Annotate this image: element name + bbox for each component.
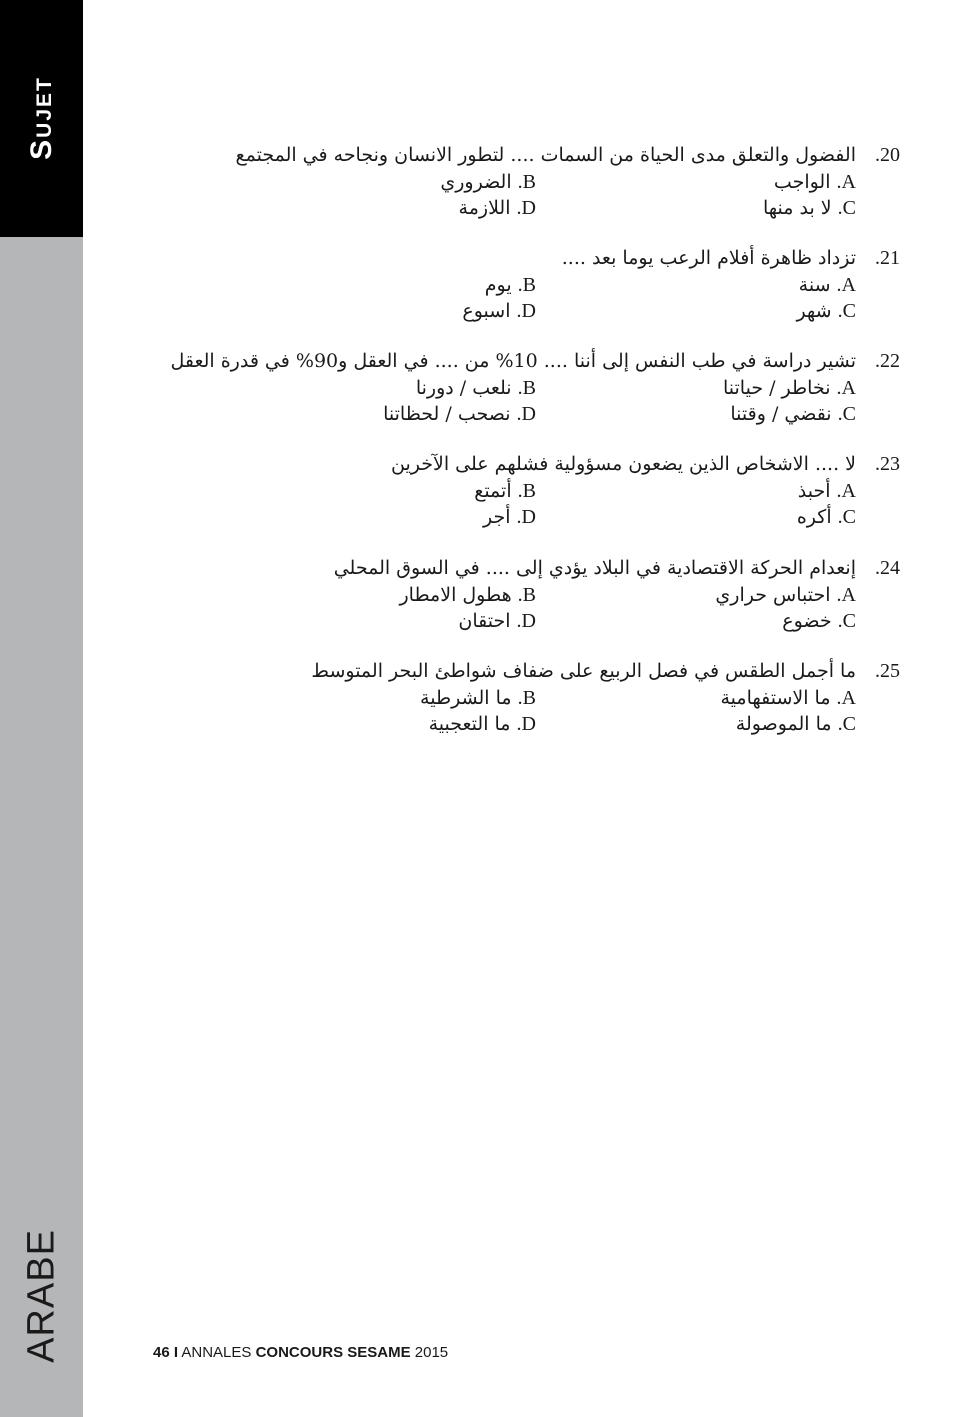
- option-c: C. خضوع: [782, 610, 856, 632]
- footer-annales: ANNALES: [181, 1344, 252, 1361]
- question-text: الفضول والتعلق مدى الحياة من السمات .... لتطور الانسان ونجاحه في المجتمع: [235, 144, 856, 166]
- question-number: .24: [875, 557, 900, 579]
- option-b: B. هطول الامطار: [399, 584, 536, 606]
- question-20: [0, 144, 974, 224]
- option-c: C. نقضي / وقتنا: [730, 403, 856, 425]
- question-number: .23: [875, 453, 900, 475]
- option-b: B. نلعب / دورنا: [415, 377, 536, 399]
- option-a: A. ما الاستفهامية: [720, 687, 856, 709]
- question-21: [0, 247, 974, 327]
- option-a: A. الواجب: [773, 171, 856, 193]
- option-d: D. اسبوع: [462, 300, 536, 322]
- question-text: ما أجمل الطقس في فصل الربيع على ضفاف شواطئ البحر المتوسط: [311, 660, 856, 682]
- question-22: [0, 350, 974, 430]
- section-label: Sujet: [25, 76, 58, 160]
- option-c: C. أكره: [796, 506, 856, 528]
- option-a: A. سنة: [798, 274, 856, 296]
- subject-label: ARABE: [20, 1229, 63, 1363]
- option-d: D. احتقان: [458, 610, 536, 632]
- question-text: تشير دراسة في طب النفس إلى أننا .... 10% من .... في العقل و90% في قدرة العقل: [170, 350, 856, 372]
- question-number: .25: [875, 660, 900, 682]
- question-25: [0, 660, 974, 740]
- option-b: B. الضروري: [440, 171, 536, 193]
- page-footer: [153, 1344, 448, 1361]
- question-number: .21: [875, 247, 900, 269]
- option-b: B. أتمتع: [474, 480, 536, 502]
- option-a: A. احتباس حراري: [715, 584, 856, 606]
- option-d: D. ما التعجبية: [428, 713, 536, 735]
- option-d: D. اللازمة: [458, 197, 536, 219]
- option-c: C. شهر: [796, 300, 856, 322]
- option-c: C. ما الموصولة: [735, 713, 856, 735]
- option-b: B. يوم: [484, 274, 536, 296]
- option-d: D. نصحب / لحظاتنا: [383, 403, 536, 425]
- footer-concours: CONCOURS SESAME: [255, 1344, 411, 1361]
- option-a: A. نخاطر / حياتنا: [722, 377, 856, 399]
- option-a: A. أحبذ: [797, 480, 856, 502]
- question-number: .22: [875, 350, 900, 372]
- question-24: [0, 557, 974, 637]
- footer-separator: I: [173, 1344, 179, 1361]
- page-number: 46: [153, 1344, 170, 1361]
- footer-year: 2015: [414, 1344, 449, 1361]
- question-text: تزداد ظاهرة أفلام الرعب يوما بعد ....: [561, 247, 856, 269]
- option-c: C. لا بد منها: [762, 197, 856, 219]
- question-text: لا .... الاشخاص الذين يضعون مسؤولية فشلهم على الآخرين: [391, 453, 856, 475]
- option-d: D. أجر: [482, 506, 536, 528]
- question-number: .20: [875, 144, 900, 166]
- question-23: [0, 453, 974, 533]
- question-text: إنعدام الحركة الاقتصادية في البلاد يؤدي إلى .... في السوق المحلي: [333, 557, 856, 579]
- option-b: B. ما الشرطية: [420, 687, 536, 709]
